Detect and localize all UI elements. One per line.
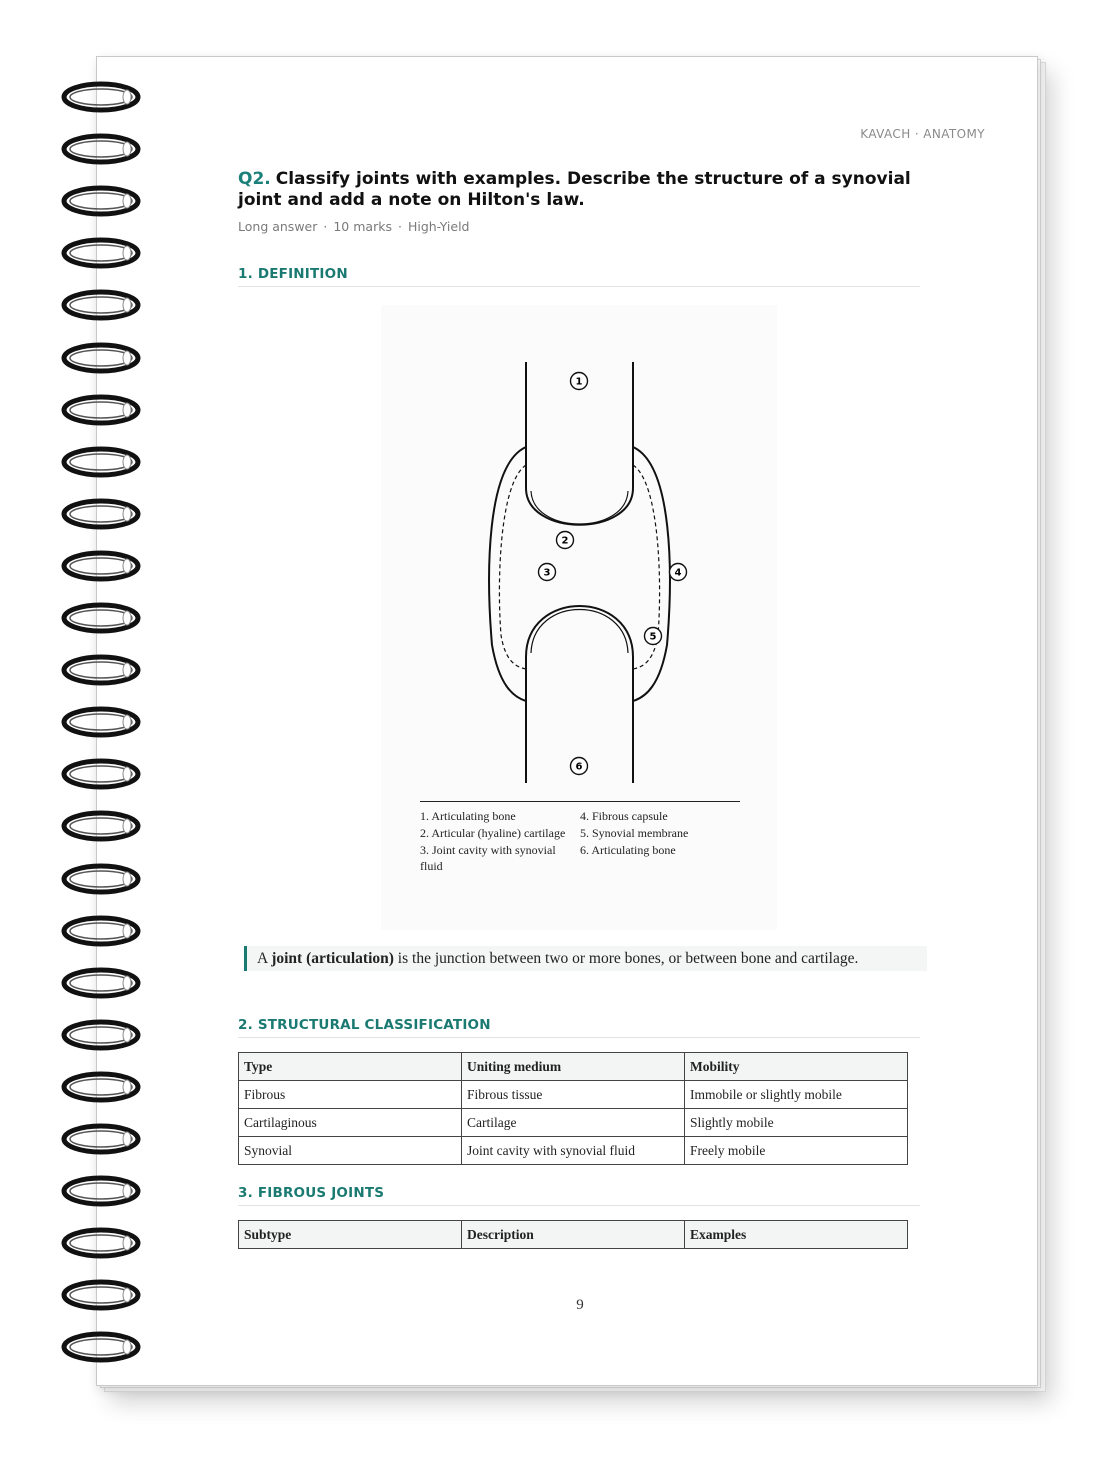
figure-marker-label: 5 — [649, 631, 657, 643]
figure-legend — [420, 801, 740, 875]
spiral-ring — [61, 1279, 141, 1311]
table-cell: Cartilage — [462, 1109, 685, 1137]
table-cell: Joint cavity with synovial fluid — [462, 1137, 685, 1165]
column-header: Mobility — [685, 1053, 908, 1081]
figure-marker-4 — [670, 564, 687, 581]
column-header: Uniting medium — [462, 1053, 685, 1081]
legend-item: 2. Articular (hyaline) cartilage — [420, 826, 566, 840]
spiral-ring — [61, 654, 141, 686]
question-text: Classify joints with examples. Describe the structure of a synovial joint and add a note on Hilton's law. — [238, 169, 911, 210]
table-cell: Immobile or slightly mobile — [685, 1081, 908, 1109]
spiral-ring — [61, 342, 141, 374]
table-header-row — [239, 1053, 908, 1081]
fibrous-joints-table — [238, 1220, 908, 1249]
meta-tag: High-Yield — [407, 219, 470, 234]
spiral-ring — [61, 1071, 141, 1103]
question-meta: Long answer · 10 marks · High-Yield — [238, 219, 470, 234]
meta-type: Long answer — [238, 219, 318, 234]
synovial-membrane-left — [499, 465, 526, 669]
figure-marker-2 — [557, 532, 574, 549]
running-head: KAVACH · ANATOMY — [860, 127, 985, 141]
table-row — [239, 1137, 908, 1165]
legend-column-left — [420, 808, 580, 875]
structural-classification-table — [238, 1052, 908, 1165]
section-heading-definition: 1. DEFINITION — [238, 266, 920, 287]
spiral-ring — [61, 915, 141, 947]
column-header: Description — [462, 1221, 685, 1249]
table-cell: Fibrous — [239, 1081, 462, 1109]
lower-bone — [526, 606, 633, 783]
spiral-ring — [61, 446, 141, 478]
figure-marker-label: 6 — [575, 761, 583, 773]
table-cell: Fibrous tissue — [462, 1081, 685, 1109]
question-title — [238, 169, 928, 211]
spiral-ring — [61, 289, 141, 321]
figure-marker-label: 2 — [561, 535, 569, 547]
table-cell: Synovial — [239, 1137, 462, 1165]
figure-marker-label: 3 — [543, 567, 551, 579]
spiral-ring — [61, 394, 141, 426]
spiral-ring — [61, 1123, 141, 1155]
spiral-ring — [61, 863, 141, 895]
figure-marker-label: 1 — [575, 376, 583, 388]
spiral-ring — [61, 133, 141, 165]
legend-item: 1. Articulating bone — [420, 809, 516, 823]
legend-item: 3. Joint cavity with synovial fluid — [420, 843, 556, 873]
figure-marker-5 — [645, 628, 662, 645]
meta-marks: 10 marks — [333, 219, 392, 234]
page-number: 9 — [576, 1297, 584, 1313]
figure-marker-1 — [571, 373, 588, 390]
section-heading-structural: 2. STRUCTURAL CLASSIFICATION — [238, 1017, 920, 1038]
spiral-ring — [61, 1227, 141, 1259]
column-header: Subtype — [239, 1221, 462, 1249]
spiral-ring — [61, 1019, 141, 1051]
column-header: Examples — [685, 1221, 908, 1249]
spiral-ring — [61, 81, 141, 113]
table-row — [239, 1081, 908, 1109]
upper-cartilage — [531, 491, 628, 524]
spiral-ring — [61, 810, 141, 842]
spiral-ring — [61, 498, 141, 530]
legend-item: 5. Synovial membrane — [580, 826, 689, 840]
fibrous-capsule-right — [633, 447, 670, 701]
spiral-ring — [61, 706, 141, 738]
definition-term: joint (articulation) — [271, 950, 394, 967]
question-number: Q2. — [238, 169, 271, 189]
spiral-ring — [61, 602, 141, 634]
table-header-row — [239, 1221, 908, 1249]
section-heading-fibrous: 3. FIBROUS JOINTS — [238, 1185, 920, 1206]
spiral-ring — [61, 185, 141, 217]
joint-diagram — [381, 305, 777, 801]
definition-body: is the junction between two or more bones, or between bone and cartilage. — [393, 950, 859, 967]
column-header: Type — [239, 1053, 462, 1081]
spiral-ring — [61, 758, 141, 790]
figure-marker-6 — [571, 758, 588, 775]
fibrous-capsule — [489, 447, 526, 701]
legend-column-right — [580, 808, 740, 875]
spiral-ring — [61, 1331, 141, 1363]
legend-item: 4. Fibrous capsule — [580, 809, 668, 823]
spiral-ring — [61, 1175, 141, 1207]
spiral-ring — [61, 550, 141, 582]
definition-callout — [244, 946, 927, 971]
synovial-joint-figure — [381, 305, 777, 930]
table-cell: Freely mobile — [685, 1137, 908, 1165]
spiral-ring — [61, 967, 141, 999]
table-row — [239, 1109, 908, 1137]
spiral-ring — [61, 237, 141, 269]
figure-marker-3 — [539, 564, 556, 581]
definition-prefix: A — [257, 950, 272, 967]
legend-item: 6. Articulating bone — [580, 843, 676, 857]
table-cell: Slightly mobile — [685, 1109, 908, 1137]
table-cell: Cartilaginous — [239, 1109, 462, 1137]
figure-marker-label: 4 — [674, 567, 682, 579]
